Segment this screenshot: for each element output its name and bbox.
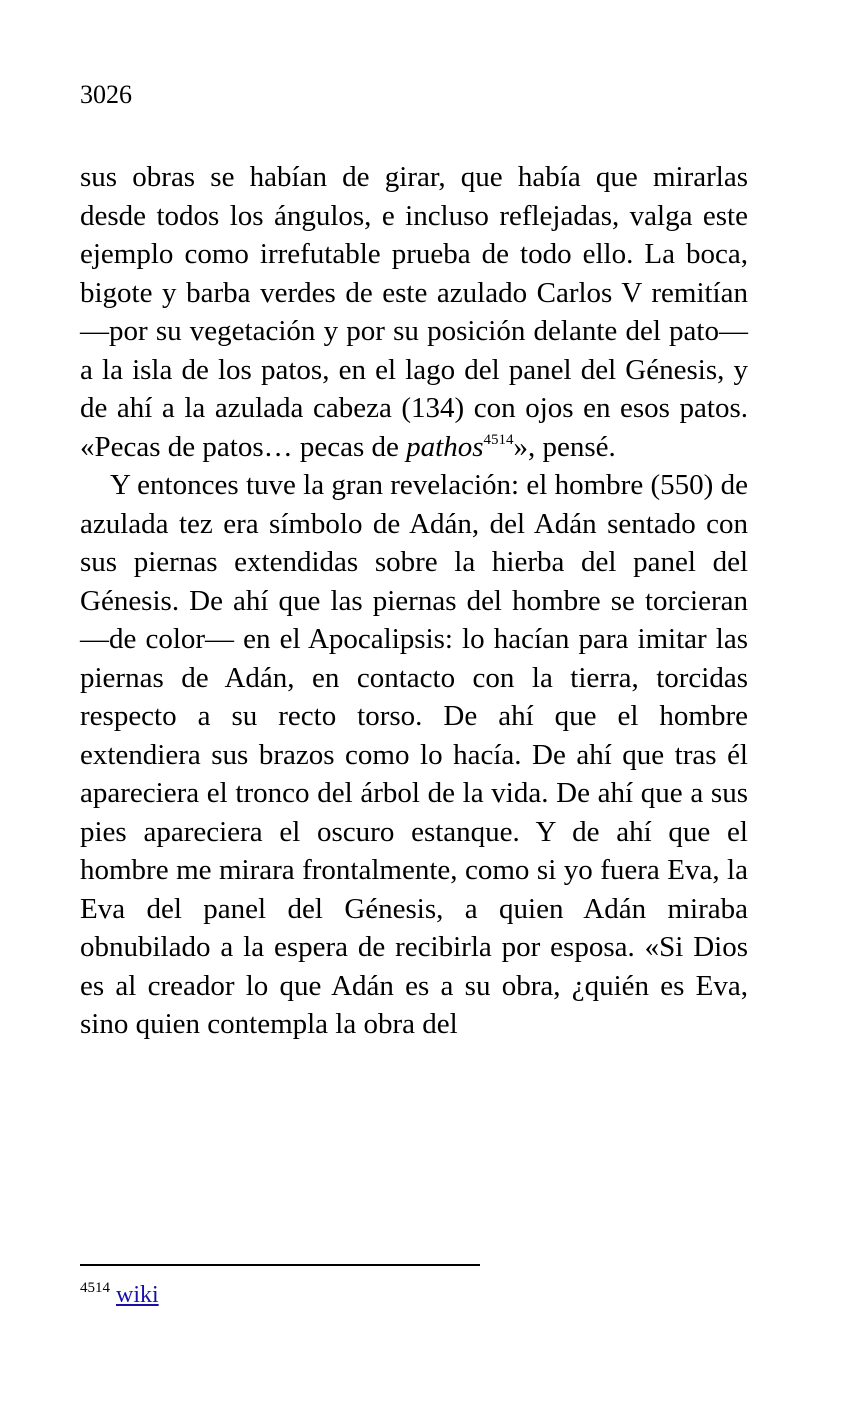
- italic-word-pathos: pathos: [406, 430, 484, 463]
- footnote-number: 4514: [80, 1280, 110, 1296]
- paragraph-1: [80, 158, 748, 466]
- paragraph-1-text: sus obras se habían de girar, que había que mirarlas desde todos los ángulos, e incluso reflejadas, valga este ejemplo como irrefutable prueba de todo ello. La boca, bigote y barba verdes de este azulado Carlos V remitían —por su vegetación y por su posición delante del pato— a la isla de los patos, en el lago del panel del Génesis, y de ahí a la azulada cabeza (134) con ojos en esos patos. «Pecas de patos… pecas de: [80, 161, 748, 463]
- footnote-divider: [80, 1264, 480, 1266]
- footnote-wiki-link[interactable]: wiki: [116, 1282, 159, 1308]
- paragraph-2: Y entonces tuve la gran revelación: el hombre (550) de azulada tez era símbolo de Adán, del Adán sentado con sus piernas extendidas sobre la hierba del panel del Génesis. De ahí que las piernas del hombre se torcieran —de color— en el Apocalipsis: lo hacían para imitar las piernas de Adán, en contacto con la tierra, torcidas respecto a su recto torso. De ahí que el hombre extendiera sus brazos como lo hacía. De ahí que tras él apareciera el tronco del árbol de la vida. De ahí que a sus pies apareciera el oscuro estanque. Y de ahí que el hombre me mirara frontalmente, como si yo fuera Eva, la Eva del panel del Génesis, a quien Adán miraba obnubilado a la espera de recibirla por esposa. «Si Dios es al creador lo que Adán es a su obra, ¿quién es Eva, sino quien contempla la obra del: [80, 469, 748, 1040]
- paragraph-1-end: », pensé.: [513, 430, 616, 463]
- footnote: [80, 1280, 159, 1310]
- page-number: 3026: [80, 80, 132, 109]
- footnote-reference[interactable]: 4514: [483, 431, 514, 448]
- body-text: [80, 158, 748, 1044]
